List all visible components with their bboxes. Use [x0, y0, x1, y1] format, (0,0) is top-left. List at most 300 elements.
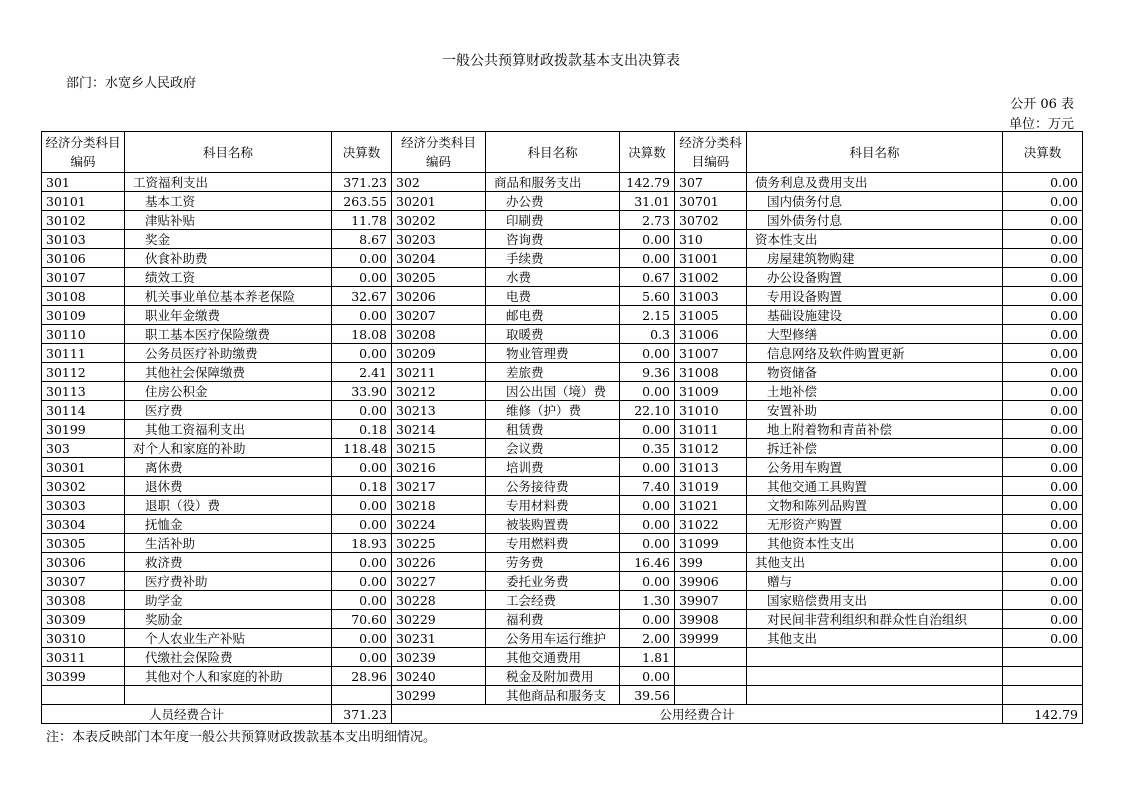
code-cell: 30229 — [392, 610, 486, 629]
name-cell: 其他工资福利支出 — [125, 420, 332, 439]
code-cell: 30702 — [675, 211, 747, 230]
table-row — [42, 363, 1083, 382]
table-header-row — [42, 132, 1083, 173]
amount-cell: 0.00 — [620, 230, 675, 249]
code-cell: 30208 — [392, 325, 486, 344]
code-cell: 30231 — [392, 629, 486, 648]
amount-cell: 0.00 — [1003, 363, 1083, 382]
code-cell: 30217 — [392, 477, 486, 496]
name-cell: 其他交通工具购置 — [747, 477, 1003, 496]
amount-cell: 16.46 — [620, 553, 675, 572]
amount-cell: 0.00 — [332, 572, 392, 591]
name-cell: 公务用车购置 — [747, 458, 1003, 477]
amount-cell: 0.00 — [1003, 629, 1083, 648]
amount-cell: 0.00 — [1003, 610, 1083, 629]
amount-cell: 263.55 — [332, 192, 392, 211]
amount-cell: 0.00 — [620, 496, 675, 515]
name-cell: 专用材料费 — [486, 496, 620, 515]
amount-cell: 0.00 — [332, 629, 392, 648]
name-cell — [747, 667, 1003, 686]
code-cell: 30309 — [42, 610, 125, 629]
header-amount: 决算数 — [1003, 132, 1083, 173]
code-cell: 30311 — [42, 648, 125, 667]
header-amount: 决算数 — [332, 132, 392, 173]
name-cell: 委托业务费 — [486, 572, 620, 591]
personnel-total-amount: 371.23 — [332, 705, 392, 724]
code-cell: 30202 — [392, 211, 486, 230]
amount-cell: 18.08 — [332, 325, 392, 344]
name-cell: 赠与 — [747, 572, 1003, 591]
name-cell: 差旅费 — [486, 363, 620, 382]
code-cell: 30101 — [42, 192, 125, 211]
code-cell: 31099 — [675, 534, 747, 553]
table-row — [42, 401, 1083, 420]
amount-cell: 33.90 — [332, 382, 392, 401]
amount-cell: 0.00 — [1003, 211, 1083, 230]
name-cell: 资本性支出 — [747, 230, 1003, 249]
code-cell: 31006 — [675, 325, 747, 344]
name-cell: 维修（护）费 — [486, 401, 620, 420]
personnel-total-label: 人员经费合计 — [42, 705, 332, 724]
name-cell: 退休费 — [125, 477, 332, 496]
name-cell: 被装购置费 — [486, 515, 620, 534]
amount-cell: 0.00 — [332, 515, 392, 534]
amount-cell: 2.41 — [332, 363, 392, 382]
code-cell: 31009 — [675, 382, 747, 401]
name-cell: 工会经费 — [486, 591, 620, 610]
name-cell: 其他商品和服务支 — [486, 686, 620, 705]
table-row — [42, 648, 1083, 667]
name-cell: 税金及附加费用 — [486, 667, 620, 686]
amount-cell: 2.00 — [620, 629, 675, 648]
code-cell — [42, 686, 125, 705]
table-row — [42, 686, 1083, 705]
name-cell: 机关事业单位基本养老保险 — [125, 287, 332, 306]
name-cell: 基础设施建设 — [747, 306, 1003, 325]
code-cell: 31007 — [675, 344, 747, 363]
amount-cell: 0.00 — [620, 534, 675, 553]
code-cell: 30212 — [392, 382, 486, 401]
name-cell: 手续费 — [486, 249, 620, 268]
code-cell: 30301 — [42, 458, 125, 477]
name-cell: 福利费 — [486, 610, 620, 629]
name-cell: 土地补偿 — [747, 382, 1003, 401]
amount-cell: 0.00 — [1003, 515, 1083, 534]
name-cell: 职业年金缴费 — [125, 306, 332, 325]
amount-cell — [332, 686, 392, 705]
name-cell: 奖励金 — [125, 610, 332, 629]
code-cell: 30215 — [392, 439, 486, 458]
code-cell: 39907 — [675, 591, 747, 610]
name-cell: 公务接待费 — [486, 477, 620, 496]
table-row — [42, 477, 1083, 496]
code-cell: 30308 — [42, 591, 125, 610]
amount-cell: 0.00 — [620, 458, 675, 477]
table-row — [42, 572, 1083, 591]
code-cell: 301 — [42, 173, 125, 192]
name-cell: 专用燃料费 — [486, 534, 620, 553]
code-cell: 30226 — [392, 553, 486, 572]
name-cell: 对个人和家庭的补助 — [125, 439, 332, 458]
amount-cell: 0.00 — [332, 344, 392, 363]
name-cell: 国外债务付息 — [747, 211, 1003, 230]
table-row — [42, 325, 1083, 344]
code-cell: 31005 — [675, 306, 747, 325]
amount-cell: 7.40 — [620, 477, 675, 496]
expenditure-table — [41, 131, 1083, 724]
amount-cell: 0.00 — [332, 401, 392, 420]
code-cell: 30112 — [42, 363, 125, 382]
footnote: 注：本表反映部门本年度一般公共预算财政拨款基本支出明细情况。 — [46, 730, 437, 745]
amount-cell: 0.00 — [1003, 249, 1083, 268]
name-cell: 培训费 — [486, 458, 620, 477]
amount-cell: 0.00 — [1003, 534, 1083, 553]
amount-cell: 0.00 — [620, 610, 675, 629]
code-cell: 30304 — [42, 515, 125, 534]
amount-cell: 0.00 — [1003, 306, 1083, 325]
amount-cell: 0.00 — [620, 667, 675, 686]
name-cell: 办公设备购置 — [747, 268, 1003, 287]
name-cell: 电费 — [486, 287, 620, 306]
name-cell: 医疗费 — [125, 401, 332, 420]
name-cell: 拆迁补偿 — [747, 439, 1003, 458]
amount-cell: 32.67 — [332, 287, 392, 306]
name-cell: 公务用车运行维护 — [486, 629, 620, 648]
code-cell: 31001 — [675, 249, 747, 268]
name-cell: 医疗费补助 — [125, 572, 332, 591]
code-cell: 30206 — [392, 287, 486, 306]
amount-cell: 0.00 — [1003, 268, 1083, 287]
table-row — [42, 534, 1083, 553]
name-cell: 代缴社会保险费 — [125, 648, 332, 667]
amount-cell: 1.30 — [620, 591, 675, 610]
code-cell: 30307 — [42, 572, 125, 591]
code-cell: 30111 — [42, 344, 125, 363]
code-cell: 30207 — [392, 306, 486, 325]
code-cell: 30225 — [392, 534, 486, 553]
amount-cell: 1.81 — [620, 648, 675, 667]
amount-cell: 0.00 — [332, 648, 392, 667]
code-cell: 30199 — [42, 420, 125, 439]
name-cell: 印刷费 — [486, 211, 620, 230]
name-cell: 工资福利支出 — [125, 173, 332, 192]
code-cell: 30203 — [392, 230, 486, 249]
table-row — [42, 553, 1083, 572]
header-name: 科目名称 — [125, 132, 332, 173]
name-cell — [747, 648, 1003, 667]
name-cell: 个人农业生产补贴 — [125, 629, 332, 648]
name-cell: 离休费 — [125, 458, 332, 477]
header-name: 科目名称 — [747, 132, 1003, 173]
name-cell: 大型修缮 — [747, 325, 1003, 344]
amount-cell: 142.79 — [620, 173, 675, 192]
amount-cell: 39.56 — [620, 686, 675, 705]
code-cell: 30110 — [42, 325, 125, 344]
name-cell: 基本工资 — [125, 192, 332, 211]
amount-cell: 0.00 — [1003, 496, 1083, 515]
name-cell: 助学金 — [125, 591, 332, 610]
name-cell: 办公费 — [486, 192, 620, 211]
name-cell: 取暖费 — [486, 325, 620, 344]
code-cell: 30201 — [392, 192, 486, 211]
code-cell: 30108 — [42, 287, 125, 306]
code-cell: 30305 — [42, 534, 125, 553]
code-cell: 30302 — [42, 477, 125, 496]
name-cell: 会议费 — [486, 439, 620, 458]
name-cell: 咨询费 — [486, 230, 620, 249]
header-code: 经济分类科目编码 — [392, 132, 486, 173]
code-cell: 30224 — [392, 515, 486, 534]
unit-label: 单位：万元 — [1008, 117, 1074, 132]
code-cell: 39908 — [675, 610, 747, 629]
code-cell: 302 — [392, 173, 486, 192]
table-row — [42, 306, 1083, 325]
code-cell: 31002 — [675, 268, 747, 287]
code-cell — [675, 648, 747, 667]
code-cell: 30213 — [392, 401, 486, 420]
table-row — [42, 496, 1083, 515]
amount-cell: 0.00 — [620, 382, 675, 401]
code-cell: 31011 — [675, 420, 747, 439]
code-cell: 39999 — [675, 629, 747, 648]
amount-cell: 0.00 — [332, 496, 392, 515]
public-total-amount: 142.79 — [1003, 705, 1083, 724]
table-row — [42, 211, 1083, 230]
amount-cell: 5.60 — [620, 287, 675, 306]
code-cell: 31010 — [675, 401, 747, 420]
amount-cell: 2.15 — [620, 306, 675, 325]
form-number: 公开 06 表 — [1010, 97, 1074, 112]
amount-cell: 0.00 — [620, 515, 675, 534]
name-cell: 租赁费 — [486, 420, 620, 439]
code-cell: 31013 — [675, 458, 747, 477]
code-cell: 30216 — [392, 458, 486, 477]
code-cell — [675, 667, 747, 686]
header-name: 科目名称 — [486, 132, 620, 173]
code-cell: 307 — [675, 173, 747, 192]
table-row — [42, 230, 1083, 249]
name-cell: 劳务费 — [486, 553, 620, 572]
code-cell: 31008 — [675, 363, 747, 382]
amount-cell: 0.00 — [332, 249, 392, 268]
table-row — [42, 610, 1083, 629]
name-cell: 债务利息及费用支出 — [747, 173, 1003, 192]
name-cell: 其他社会保障缴费 — [125, 363, 332, 382]
amount-cell: 0.00 — [332, 306, 392, 325]
table-row — [42, 667, 1083, 686]
code-cell: 30102 — [42, 211, 125, 230]
amount-cell: 8.67 — [332, 230, 392, 249]
name-cell: 其他交通费用 — [486, 648, 620, 667]
table-row — [42, 458, 1083, 477]
code-cell: 30109 — [42, 306, 125, 325]
table-row — [42, 249, 1083, 268]
name-cell: 其他支出 — [747, 553, 1003, 572]
name-cell: 地上附着物和青苗补偿 — [747, 420, 1003, 439]
amount-cell: 22.10 — [620, 401, 675, 420]
code-cell: 31019 — [675, 477, 747, 496]
report-title: 一般公共预算财政拨款基本支出决算表 — [442, 53, 680, 69]
amount-cell: 0.00 — [332, 268, 392, 287]
header-code: 经济分类科目编码 — [42, 132, 125, 173]
amount-cell: 0.00 — [1003, 382, 1083, 401]
name-cell: 商品和服务支出 — [486, 173, 620, 192]
code-cell: 39906 — [675, 572, 747, 591]
name-cell: 专用设备购置 — [747, 287, 1003, 306]
code-cell: 30218 — [392, 496, 486, 515]
table-row — [42, 629, 1083, 648]
table-row — [42, 382, 1083, 401]
name-cell: 对民间非营利组织和群众性自治组织 — [747, 610, 1003, 629]
amount-cell: 0.00 — [1003, 572, 1083, 591]
code-cell: 30106 — [42, 249, 125, 268]
table-row — [42, 287, 1083, 306]
amount-cell: 0.00 — [620, 249, 675, 268]
name-cell: 绩效工资 — [125, 268, 332, 287]
amount-cell: 0.00 — [620, 344, 675, 363]
name-cell: 无形资产购置 — [747, 515, 1003, 534]
code-cell: 30303 — [42, 496, 125, 515]
code-cell: 30299 — [392, 686, 486, 705]
code-cell: 30306 — [42, 553, 125, 572]
amount-cell: 0.18 — [332, 477, 392, 496]
amount-cell: 0.00 — [332, 591, 392, 610]
name-cell — [125, 686, 332, 705]
code-cell: 30228 — [392, 591, 486, 610]
amount-cell: 0.00 — [1003, 192, 1083, 211]
code-cell: 31021 — [675, 496, 747, 515]
header-amount: 决算数 — [620, 132, 675, 173]
name-cell: 文物和陈列品购置 — [747, 496, 1003, 515]
table-row — [42, 515, 1083, 534]
name-cell: 国家赔偿费用支出 — [747, 591, 1003, 610]
code-cell: 30399 — [42, 667, 125, 686]
amount-cell: 0.00 — [332, 458, 392, 477]
code-cell: 30214 — [392, 420, 486, 439]
amount-cell: 0.00 — [1003, 591, 1083, 610]
amount-cell: 0.00 — [1003, 553, 1083, 572]
amount-cell: 11.78 — [332, 211, 392, 230]
code-cell: 30113 — [42, 382, 125, 401]
name-cell: 安置补助 — [747, 401, 1003, 420]
name-cell: 国内债务付息 — [747, 192, 1003, 211]
amount-cell: 2.73 — [620, 211, 675, 230]
code-cell: 31012 — [675, 439, 747, 458]
amount-cell: 0.35 — [620, 439, 675, 458]
name-cell: 其他资本性支出 — [747, 534, 1003, 553]
name-cell: 物资储备 — [747, 363, 1003, 382]
public-total-label: 公用经费合计 — [392, 705, 1003, 724]
name-cell: 职工基本医疗保险缴费 — [125, 325, 332, 344]
code-cell: 310 — [675, 230, 747, 249]
name-cell: 退职（役）费 — [125, 496, 332, 515]
name-cell: 抚恤金 — [125, 515, 332, 534]
amount-cell — [1003, 648, 1083, 667]
table-row — [42, 439, 1083, 458]
code-cell: 30701 — [675, 192, 747, 211]
code-cell: 30114 — [42, 401, 125, 420]
amount-cell: 18.93 — [332, 534, 392, 553]
name-cell: 其他对个人和家庭的补助 — [125, 667, 332, 686]
amount-cell: 0.3 — [620, 325, 675, 344]
amount-cell — [1003, 667, 1083, 686]
table-row — [42, 591, 1083, 610]
code-cell: 30310 — [42, 629, 125, 648]
amount-cell: 70.60 — [332, 610, 392, 629]
amount-cell: 0.00 — [1003, 173, 1083, 192]
totals-row — [42, 705, 1083, 724]
department-label: 部门：水宽乡人民政府 — [66, 76, 197, 91]
code-cell: 31022 — [675, 515, 747, 534]
name-cell: 住房公积金 — [125, 382, 332, 401]
amount-cell: 28.96 — [332, 667, 392, 686]
amount-cell — [1003, 686, 1083, 705]
table-row — [42, 268, 1083, 287]
name-cell: 津贴补贴 — [125, 211, 332, 230]
amount-cell: 0.00 — [1003, 458, 1083, 477]
name-cell: 邮电费 — [486, 306, 620, 325]
amount-cell: 0.00 — [1003, 477, 1083, 496]
name-cell: 信息网络及软件购置更新 — [747, 344, 1003, 363]
code-cell: 30239 — [392, 648, 486, 667]
table-row — [42, 420, 1083, 439]
code-cell: 31003 — [675, 287, 747, 306]
name-cell: 奖金 — [125, 230, 332, 249]
name-cell: 物业管理费 — [486, 344, 620, 363]
amount-cell: 371.23 — [332, 173, 392, 192]
name-cell: 因公出国（境）费 — [486, 382, 620, 401]
name-cell: 生活补助 — [125, 534, 332, 553]
table-row — [42, 192, 1083, 211]
amount-cell: 0.67 — [620, 268, 675, 287]
amount-cell: 0.00 — [620, 420, 675, 439]
code-cell: 30209 — [392, 344, 486, 363]
name-cell: 救济费 — [125, 553, 332, 572]
table-body — [42, 173, 1083, 705]
amount-cell: 0.18 — [332, 420, 392, 439]
code-cell: 399 — [675, 553, 747, 572]
amount-cell: 0.00 — [1003, 439, 1083, 458]
amount-cell: 0.00 — [620, 572, 675, 591]
amount-cell: 0.00 — [1003, 401, 1083, 420]
code-cell: 303 — [42, 439, 125, 458]
code-cell: 30103 — [42, 230, 125, 249]
name-cell: 公务员医疗补助缴费 — [125, 344, 332, 363]
code-cell — [675, 686, 747, 705]
table-row — [42, 173, 1083, 192]
code-cell: 30107 — [42, 268, 125, 287]
amount-cell: 0.00 — [1003, 287, 1083, 306]
header-code: 经济分类科目编码 — [675, 132, 747, 173]
amount-cell: 0.00 — [1003, 325, 1083, 344]
amount-cell: 118.48 — [332, 439, 392, 458]
code-cell: 30205 — [392, 268, 486, 287]
name-cell: 房屋建筑物购建 — [747, 249, 1003, 268]
name-cell: 其他支出 — [747, 629, 1003, 648]
code-cell: 30211 — [392, 363, 486, 382]
name-cell: 伙食补助费 — [125, 249, 332, 268]
code-cell: 30240 — [392, 667, 486, 686]
code-cell: 30204 — [392, 249, 486, 268]
name-cell — [747, 686, 1003, 705]
amount-cell: 0.00 — [1003, 230, 1083, 249]
name-cell: 水费 — [486, 268, 620, 287]
code-cell: 30227 — [392, 572, 486, 591]
amount-cell: 0.00 — [332, 553, 392, 572]
table-row — [42, 344, 1083, 363]
amount-cell: 0.00 — [1003, 344, 1083, 363]
amount-cell: 9.36 — [620, 363, 675, 382]
